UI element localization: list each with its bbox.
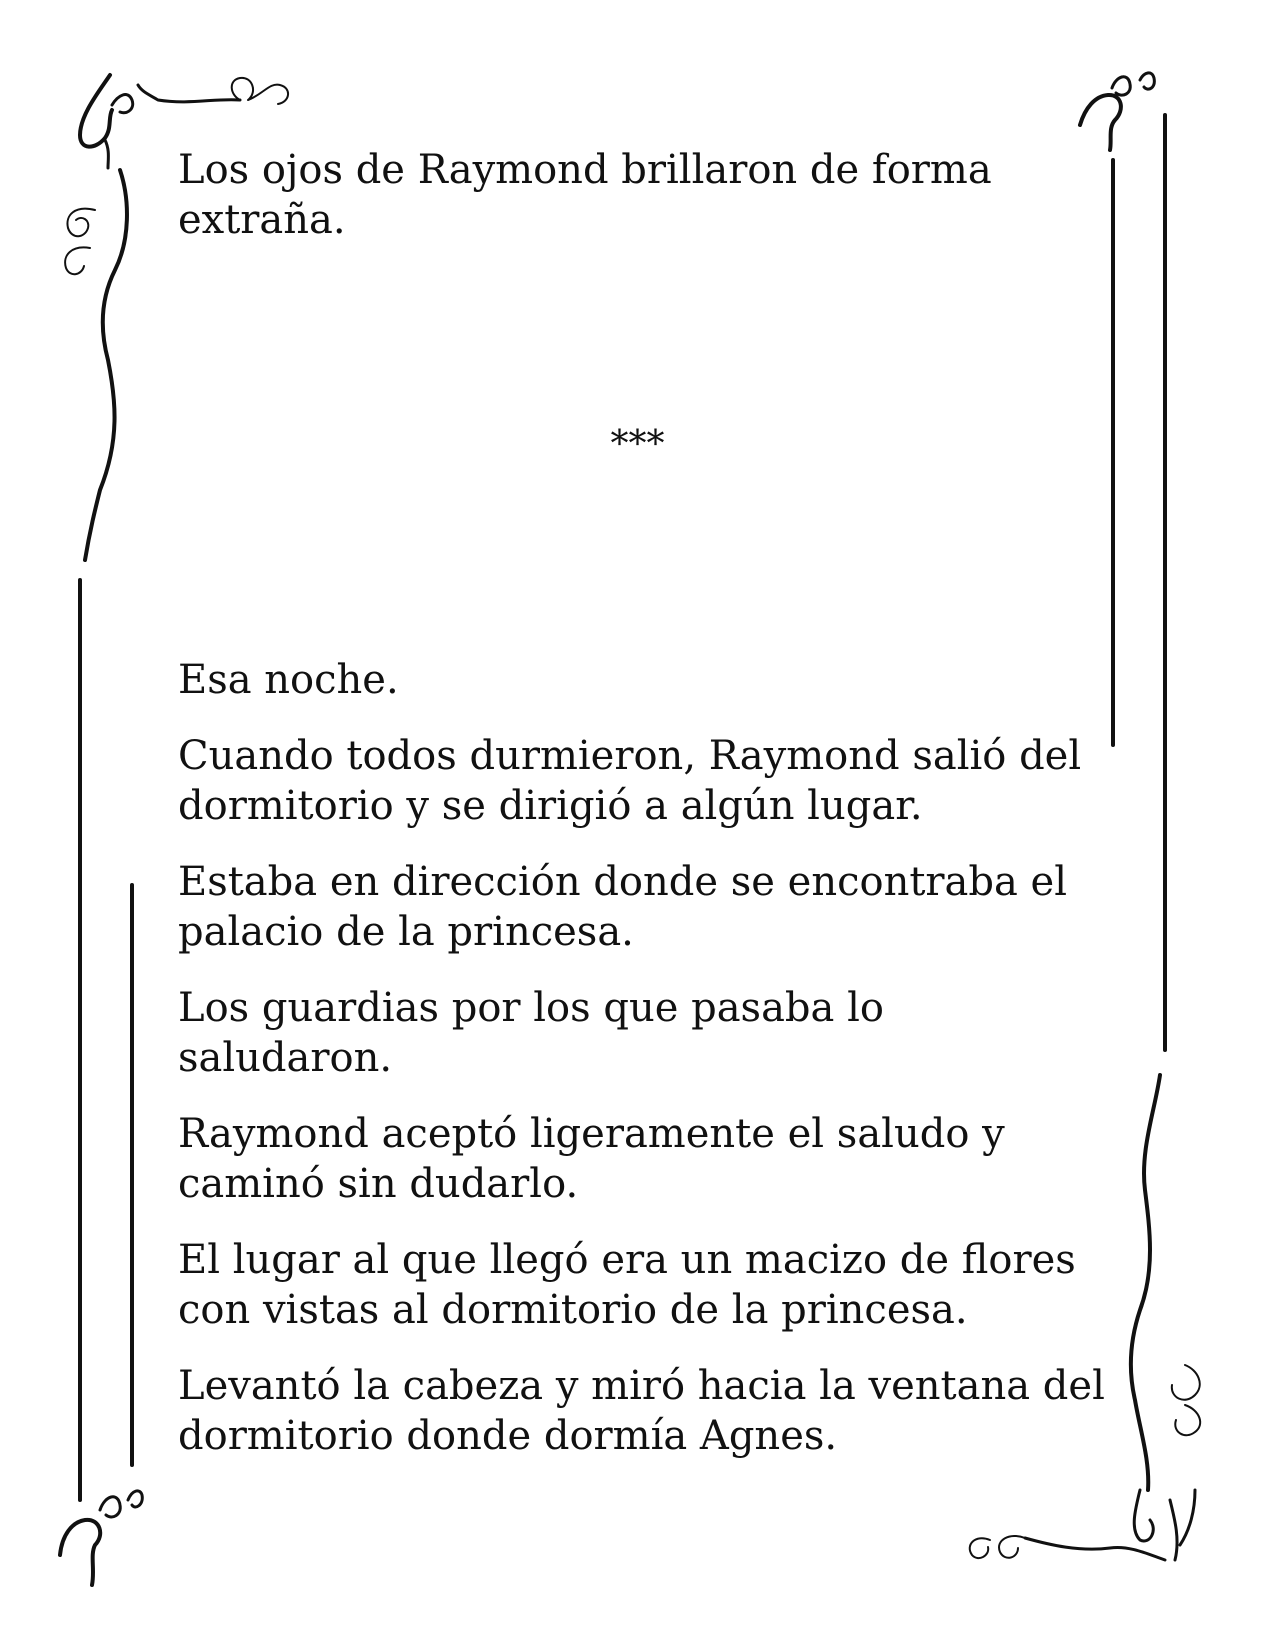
- section-break: ***: [610, 424, 665, 465]
- story-body: [178, 655, 1108, 1487]
- bottom-left-flourish-icon: [60, 1491, 142, 1585]
- paragraph: Cuando todos durmieron, Raymond salió del dormitorio y se dirigió a algún lugar.: [178, 733, 1082, 829]
- opening-paragraph: Los ojos de Raymond brillaron de forma extraña.: [178, 147, 992, 243]
- paragraph: El lugar al que llegó era un macizo de flores con vistas al dormitorio de la princesa.: [178, 1237, 1076, 1333]
- paragraph: Los guardias por los que pasaba lo saludaron.: [178, 985, 884, 1081]
- paragraph: Estaba en dirección donde se encontraba el palacio de la princesa.: [178, 859, 1068, 955]
- opening-paragraph-block: [178, 145, 1108, 271]
- paragraph: Esa noche.: [178, 657, 399, 703]
- paragraph: Raymond aceptó ligeramente el saludo y caminó sin dudarlo.: [178, 1111, 1005, 1207]
- top-right-flourish-icon: [1080, 73, 1154, 150]
- paragraph: Levantó la cabeza y miró hacia la ventana del dormitorio donde dormía Agnes.: [178, 1363, 1105, 1459]
